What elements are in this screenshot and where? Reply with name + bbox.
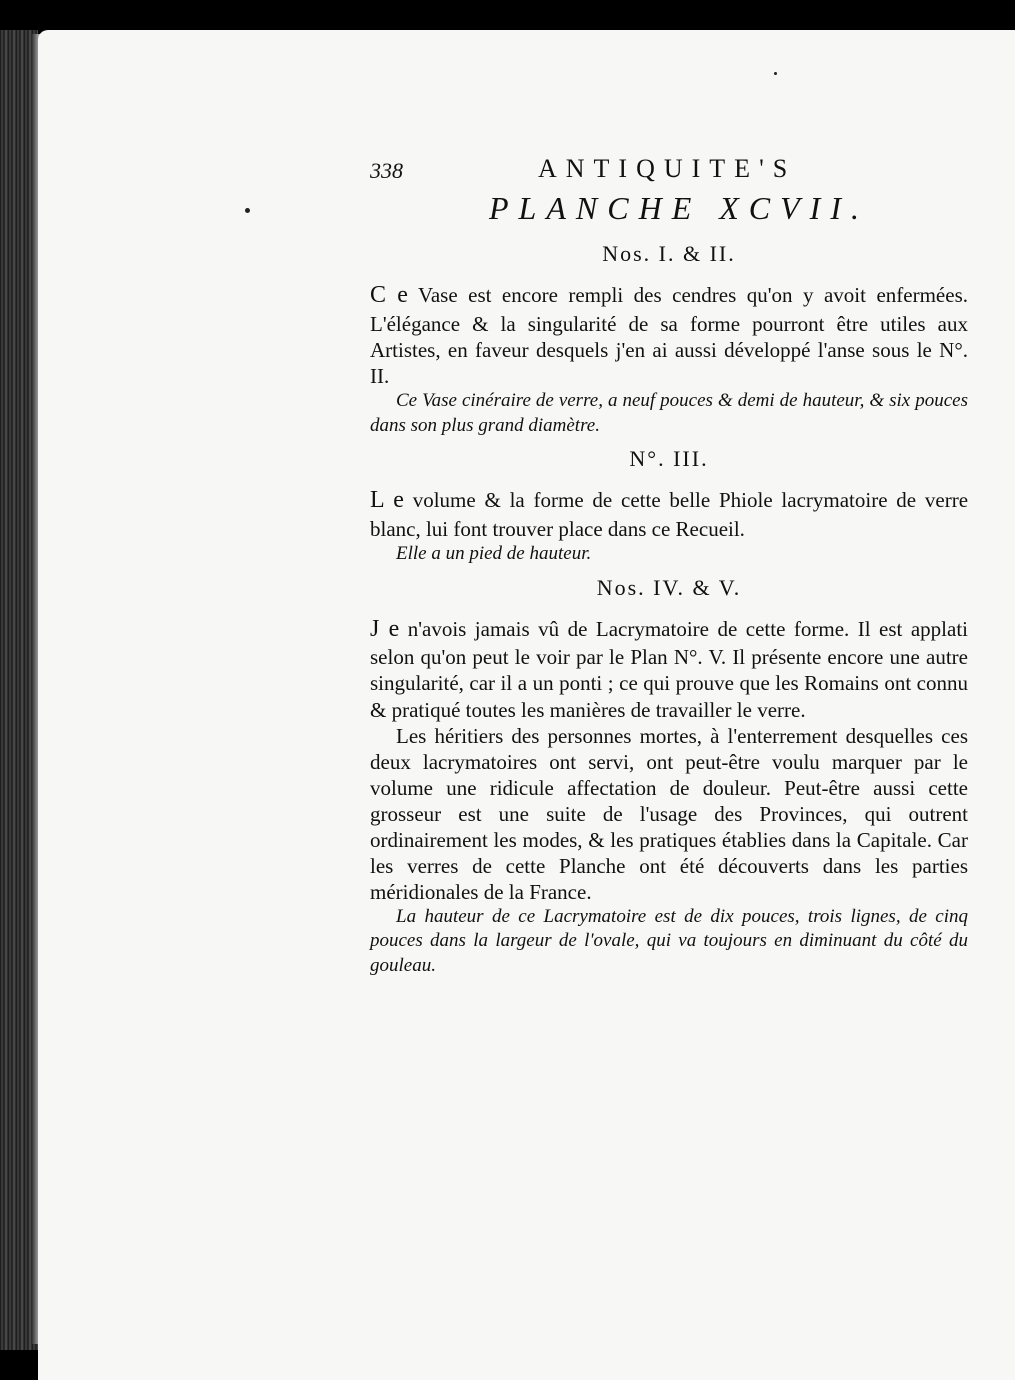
caption-italic: La hauteur de ce Lacrymatoire est de dix pouces, trois lignes, de cinq pouces dans la largeur de l'ovale, qui va toujours en diminuant du côté du gouleau. xyxy=(370,905,968,977)
ink-speck xyxy=(774,72,777,75)
paragraph xyxy=(370,486,968,542)
drop-initial: J e xyxy=(370,615,400,642)
plate-title: PLANCHE XCVII. xyxy=(489,190,869,226)
running-head xyxy=(370,150,968,188)
text-block xyxy=(370,150,968,979)
caption-italic: Elle a un pied de hauteur. xyxy=(396,543,592,564)
paragraph: Les héritiers des personnes mortes, à l'enterrement desquelles ces deux lacrymatoires ont servi, ont peut-être voulu marquer par le volume une ridicule affectation de douleur. Peut-être aussi cette grosseur est une suite de l'usage des Provinces, qui outrent ordinairement les modes, & les pratiques établies dans la Capitale. Car les verres de cette Planche ont été découverts dans les parties méridionales de la France. xyxy=(370,723,968,904)
section-heading: Nos. I. & II. xyxy=(602,241,736,266)
book-page xyxy=(38,30,1015,1380)
paragraph-text: Vase est encore rempli des cendres qu'on y avoit enfermées. L'élégance & la singularité de sa forme pourront être utiles aux Artistes, en faveur desquels j'en ai aussi développé l'anse sous le N°. II. xyxy=(370,283,968,388)
paragraph xyxy=(370,615,968,723)
paragraph xyxy=(370,281,968,389)
drop-initial: L e xyxy=(370,487,404,514)
ink-speck xyxy=(245,208,250,213)
page-number: 338 xyxy=(370,158,403,183)
paragraph-text: volume & la forme de cette belle Phiole lacrymatoire de verre blanc, lui font trouver place dans ce Recueil. xyxy=(370,488,969,541)
drop-initial: C e xyxy=(370,282,408,308)
section-heading: Nos. IV. & V. xyxy=(596,574,742,600)
running-title: ANTIQUITE'S xyxy=(538,154,797,183)
section-heading: N°. III. xyxy=(629,446,709,472)
paragraph-text: n'avois jamais vû de Lacrymatoire de cette forme. Il est applati selon qu'on peut le voir par le Plan N°. V. Il présente encore une autre singularité, car il a un ponti ; ce qui prouve que les Romains ont connu & pratiqué toutes les manières de travailler le verre. xyxy=(370,616,968,722)
caption-italic: Ce Vase cinéraire de verre, a neuf pouces & demi de hauteur, & six pouces dans son plus grand diamètre. xyxy=(370,389,968,436)
